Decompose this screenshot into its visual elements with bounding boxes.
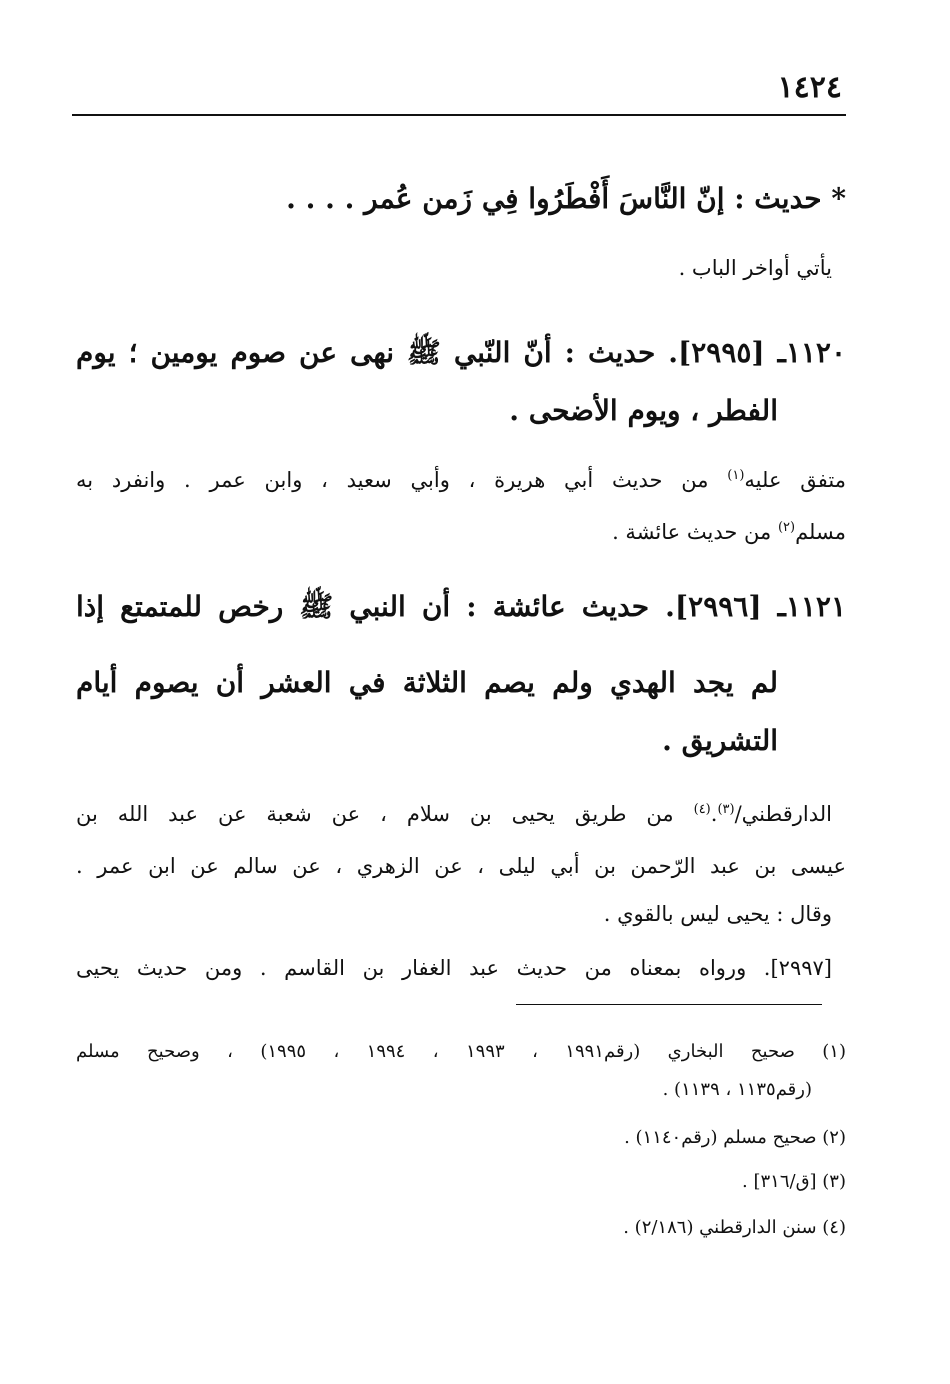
- hadith-1121-line-2: لم يجد الهدي ولم يصم الثلاثة في العشر أن يصوم أيام: [76, 666, 778, 699]
- hadith-1120-line-1: ١١٢٠ـ [٢٩٩٥]. حديث : أنّ النّبي ﷺ نهى عن صوم يومين ؛ يوم: [76, 336, 846, 369]
- footnote-1-line-1: (١) صحيح البخاري (رقم١٩٩١ ، ١٩٩٣ ، ١٩٩٤ ، ١٩٩٥) ، وصحيح مسلم: [76, 1041, 846, 1062]
- page-number: ١٤٢٤: [777, 70, 842, 105]
- hadith-1121-line-3: التشريق .: [662, 724, 778, 757]
- hadith-heading-note: يأتي أواخر الباب .: [678, 256, 832, 280]
- hadith-1121-note-line-4: [٢٩٩٧]. ورواه بمعناه من حديث عبد الغفار بن القاسم . ومن حديث يحيى: [76, 956, 832, 980]
- footnote-3: (٣) [ق/٣١٦] .: [742, 1171, 846, 1192]
- text: من حديث عائشة .: [612, 520, 778, 544]
- header-rule: [72, 114, 846, 116]
- text: متفق عليه: [744, 468, 846, 492]
- hadith-1121-note-line-1: [76, 790, 832, 838]
- text: من حديث أبي هريرة ، وأبي سعيد ، وابن عمر . وانفرد به: [76, 468, 728, 492]
- hadith-1121-line-1: ١١٢١ـ [٢٩٩٦]. حديث عائشة : أن النبي ﷺ رخص للمتمتع إذا: [76, 590, 846, 623]
- hadith-1121-note-line-2: عيسى بن عبد الرّحمن بن أبي ليلى ، عن الزهري ، عن سالم عن ابن عمر .: [76, 854, 846, 878]
- hadith-1121-note-line-3: وقال : يحيى ليس بالقوي .: [603, 902, 832, 926]
- footnote-1-line-2: (رقم١١٣٥ ، ١١٣٩) .: [662, 1079, 812, 1100]
- hadith-1120-note-line-1: [76, 456, 846, 504]
- text: من طريق يحيى بن سلام ، عن شعبة عن عبد الله بن: [76, 802, 694, 826]
- footnote-ref-3: (٣): [717, 802, 735, 817]
- footnote-ref-4: (٤): [693, 802, 711, 817]
- hadith-1120-note-line-2: [76, 508, 846, 556]
- footnote-2: (٢) صحيح مسلم (رقم١١٤٠) .: [624, 1127, 846, 1148]
- footnote-rule: [516, 1004, 822, 1005]
- hadith-1120-line-2: الفطر ، ويوم الأضحى .: [509, 394, 778, 427]
- hadith-heading: * حديث : إنّ النَّاسَ أَفْطَرُوا فِي زَمن عُمر . . . .: [286, 182, 846, 215]
- footnote-ref-1: (١): [727, 468, 745, 483]
- footnote-4: (٤) سنن الدارقطني (٢/١٨٦) .: [623, 1217, 846, 1238]
- text: الدارقطني/: [734, 802, 832, 826]
- footnote-ref-2: (٢): [777, 520, 796, 535]
- text: مسلم: [795, 520, 846, 544]
- text: .: [710, 802, 718, 826]
